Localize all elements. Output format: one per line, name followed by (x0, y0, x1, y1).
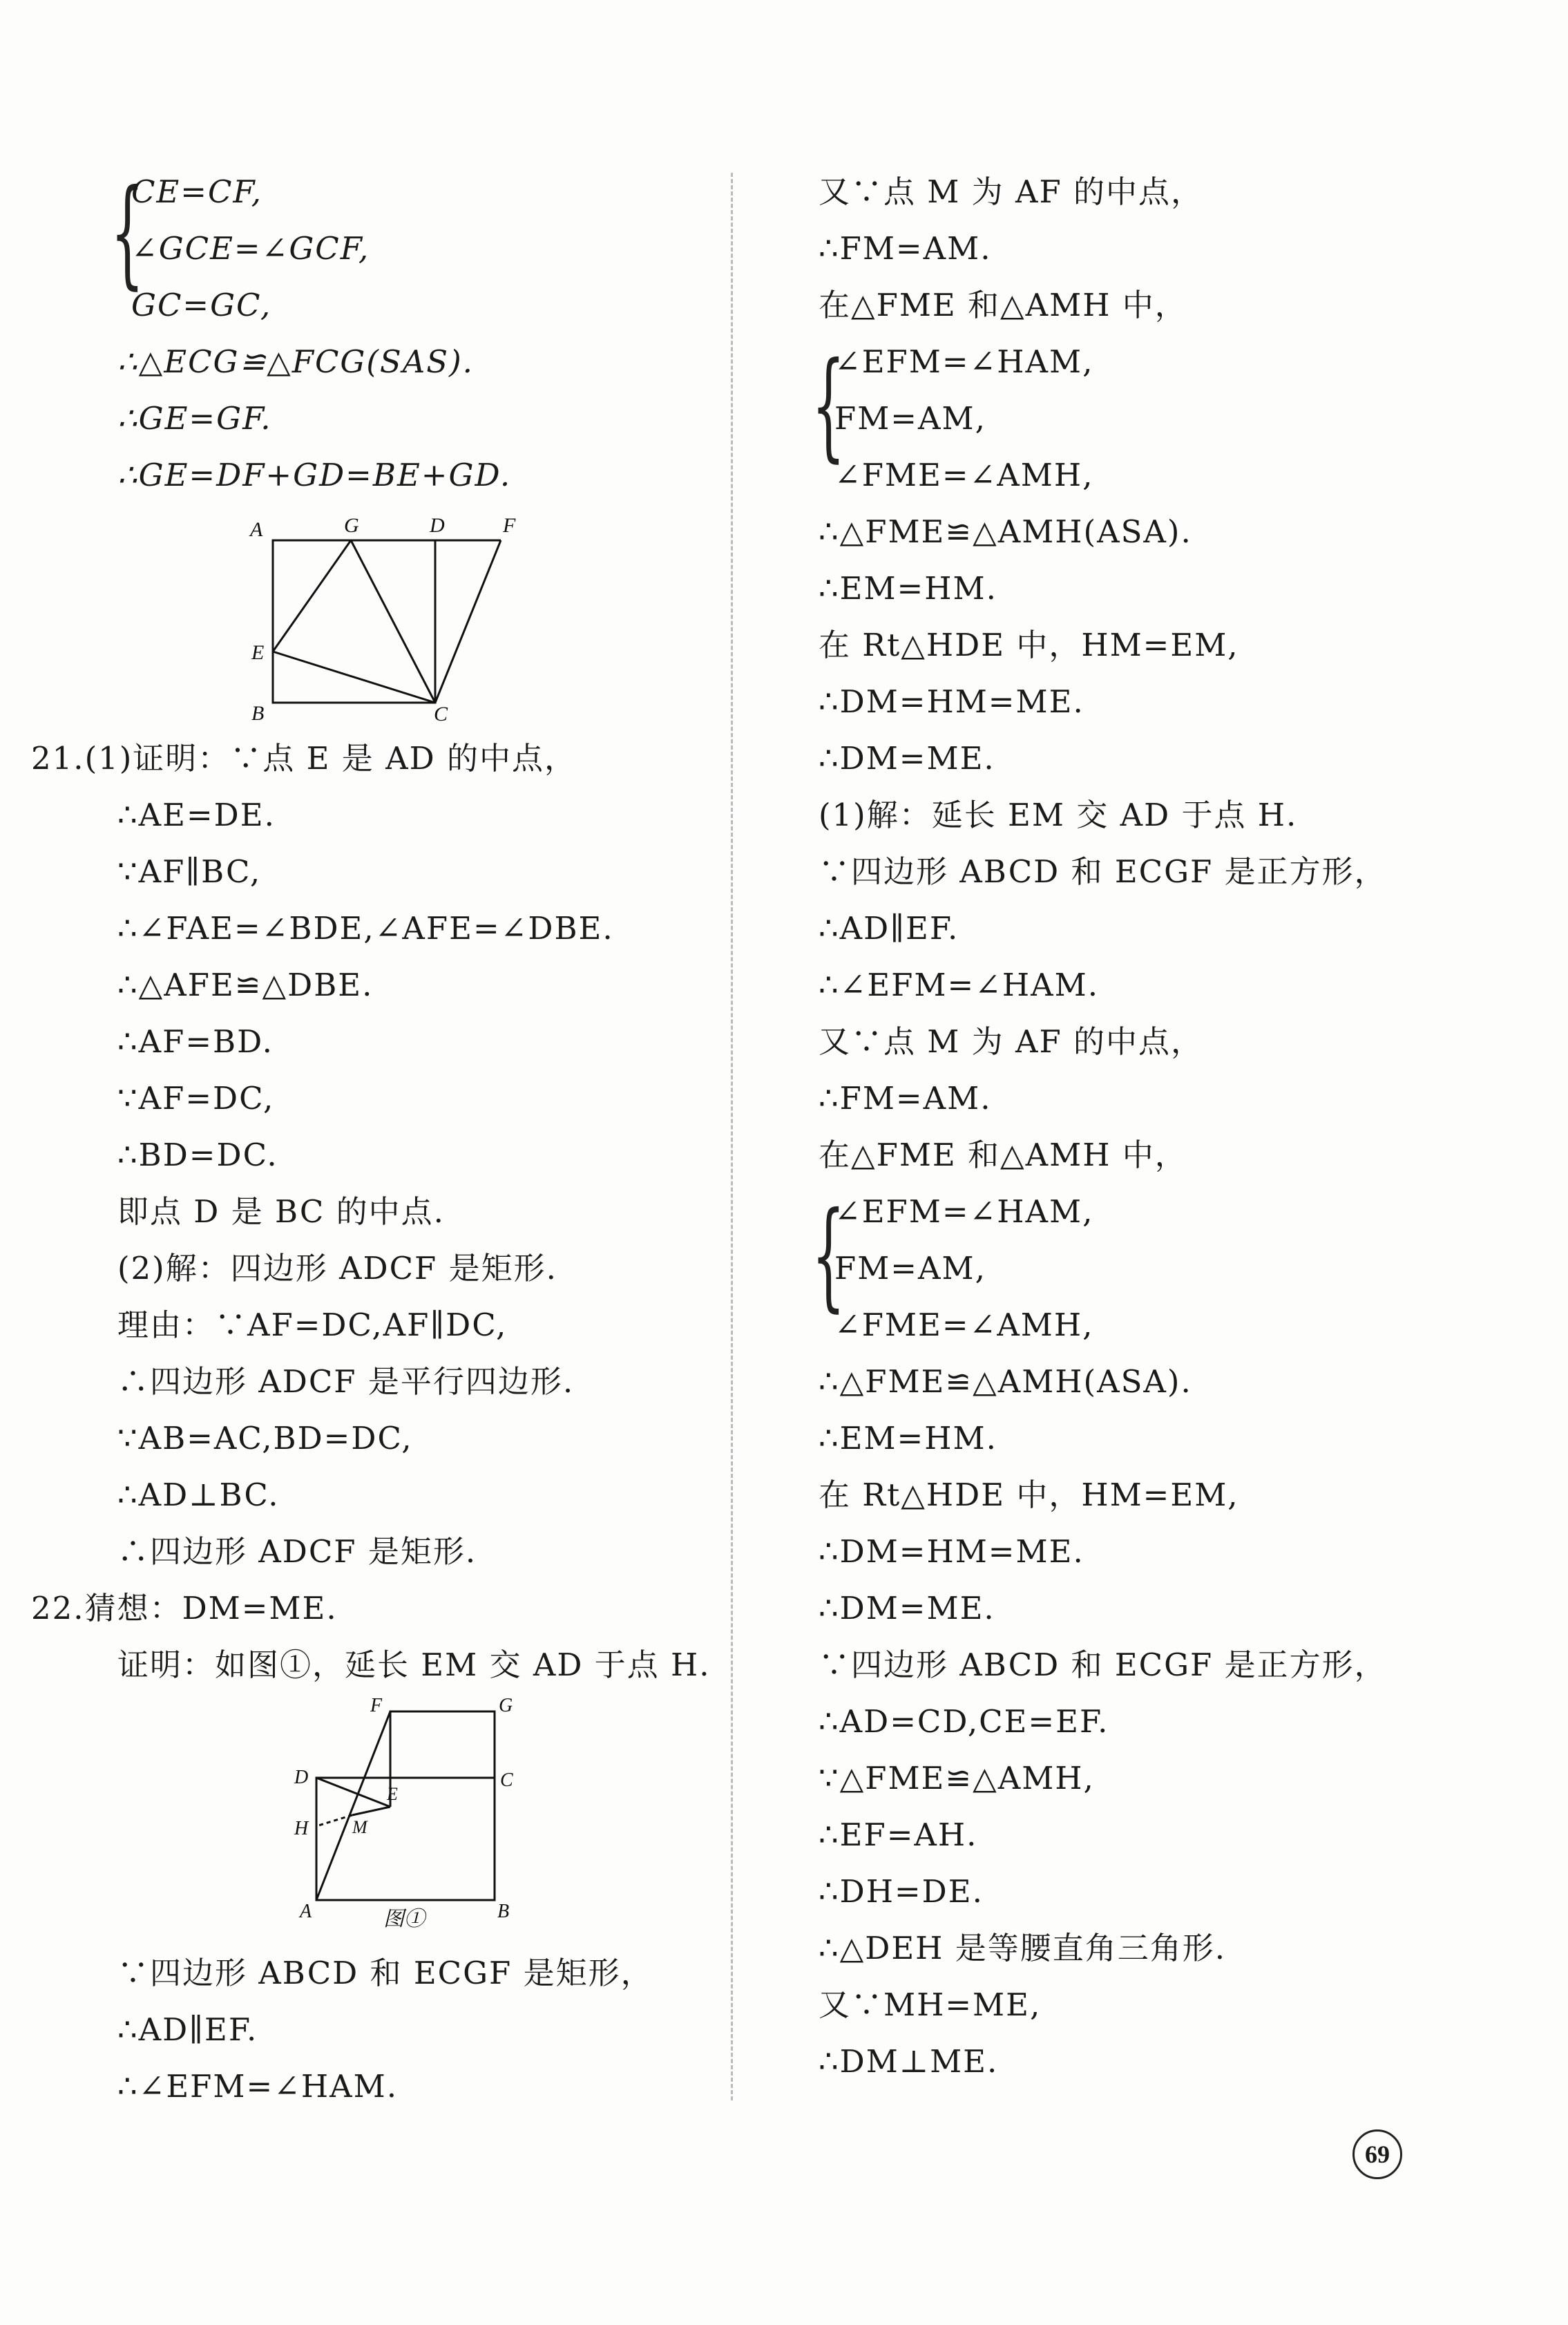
text-line: ∴GE=GF. (117, 400, 272, 437)
text-line: 证明：如图①，延长 EM 交 AD 于点 H. (117, 1647, 711, 1683)
text-line: ∴DM=HM=ME. (819, 683, 1084, 720)
text-line: ∴AD⊥BC. (117, 1477, 280, 1513)
figure-caption: 图① (383, 1908, 425, 1930)
text-line: 在 Rt△HDE 中，HM=EM, (819, 1477, 1239, 1513)
text-line: GC=GC, (131, 287, 272, 323)
text-line: ∵AF=DC, (117, 1080, 275, 1117)
text-line: ∵△FME≌△AMH, (819, 1760, 1095, 1796)
text-line: 又∵点 M 为 AF 的中点， (819, 1023, 1204, 1060)
system-brace: { (111, 164, 144, 301)
text-line: ∴AD∥EF. (819, 910, 959, 947)
text-line: 在 Rt△HDE 中，HM=EM, (819, 627, 1239, 663)
label-H: H (294, 1818, 309, 1839)
text-line: 22.猜想：DM=ME. (31, 1590, 338, 1626)
text-line: ∴AD∥EF. (117, 2011, 258, 2048)
text-line: ∴AF=BD. (117, 1023, 274, 1060)
text-line: ∴FM=AM. (819, 230, 992, 267)
label-E: E (251, 641, 265, 664)
text-line: CE=CF, (131, 173, 262, 210)
text-line: 在△FME 和△AMH 中， (819, 287, 1187, 323)
text-line: ∴∠EFM=∠HAM. (819, 967, 1100, 1003)
text-line: ∴△FME≌△AMH(ASA). (819, 1363, 1192, 1400)
page-number: 69 (1352, 2129, 1402, 2179)
text-line: ∴DM=ME. (819, 1590, 995, 1626)
text-line: ∴FM=AM. (819, 1080, 992, 1117)
label-G: G (344, 514, 359, 537)
text-line: ∴EF=AH. (819, 1816, 978, 1853)
text-line: ∴EM=HM. (819, 570, 997, 607)
text-line: ∠GCE=∠GCF, (131, 230, 370, 267)
label-E: E (387, 1784, 398, 1804)
text-line: ∴BD=DC. (117, 1137, 278, 1173)
text-line: ∴四边形 ADCF 是平行四边形. (117, 1363, 575, 1400)
text-line: ∴△ECG≌△FCG(SAS). (117, 343, 474, 380)
text-line: ∴四边形 ADCF 是矩形. (117, 1533, 477, 1570)
label-B: B (251, 702, 265, 725)
column-divider (731, 173, 733, 2100)
text-line: 又∵点 M 为 AF 的中点， (819, 173, 1204, 210)
text-line: ∵四边形 ABCD 和 ECGF 是正方形， (819, 1647, 1387, 1683)
label-C: C (434, 703, 448, 725)
rectangles-figure (290, 1696, 539, 1938)
text-line: ∠EFM=∠HAM, (834, 343, 1094, 380)
label-D: D (294, 1767, 309, 1788)
text-line: ∴AE=DE. (117, 797, 276, 833)
text-line: 理由：∵AF=DC,AF∥DC, (117, 1307, 508, 1343)
text-line: ∵AF∥BC, (117, 853, 262, 890)
text-line: (1)解：延长 EM 交 AD 于点 H. (819, 797, 1298, 833)
text-line: ∠EFM=∠HAM, (834, 1193, 1094, 1230)
text-line: ∵四边形 ABCD 和 ECGF 是矩形， (117, 1955, 653, 1991)
text-line: 21.(1)证明：∵点 E 是 AD 的中点， (31, 740, 577, 777)
text-line: ∴△FME≌△AMH(ASA). (819, 513, 1192, 550)
text-line: ∠FME=∠AMH, (834, 1307, 1094, 1343)
label-G: G (499, 1696, 513, 1716)
text-line: ∴DM=ME. (819, 740, 995, 777)
text-line: FM=AM, (834, 1250, 986, 1287)
text-line: ∴AD=CD,CE=EF. (819, 1703, 1109, 1740)
square-figure (249, 511, 539, 725)
text-line: ∴DM=HM=ME. (819, 1533, 1084, 1570)
text-line: ∴∠EFM=∠HAM. (117, 2068, 399, 2105)
label-F: F (503, 514, 516, 537)
label-D: D (430, 514, 445, 537)
text-line: ∴DH=DE. (819, 1873, 984, 1910)
label-M: M (352, 1817, 367, 1837)
label-B: B (497, 1901, 510, 1922)
text-line: 在△FME 和△AMH 中， (819, 1137, 1187, 1173)
system-brace: { (812, 1187, 845, 1324)
text-line: 即点 D 是 BC 的中点. (117, 1193, 445, 1230)
text-line: ∴∠FAE=∠BDE,∠AFE=∠DBE. (117, 910, 614, 947)
text-line: ∴△AFE≌△DBE. (117, 967, 374, 1003)
text-line: ∴DM⊥ME. (819, 2043, 999, 2080)
system-brace: { (812, 337, 845, 474)
label-F: F (370, 1696, 383, 1716)
text-line: ∴△DEH 是等腰直角三角形. (819, 1930, 1227, 1966)
label-A: A (300, 1901, 312, 1922)
text-line: FM=AM, (834, 400, 986, 437)
text-line: 又∵MH=ME, (819, 1986, 1042, 2023)
text-line: ∴EM=HM. (819, 1420, 997, 1456)
text-line: (2)解：四边形 ADCF 是矩形. (117, 1250, 557, 1287)
text-line: ∴GE=DF+GD=BE+GD. (117, 457, 512, 493)
label-C: C (500, 1769, 513, 1791)
text-line: ∵AB=AC,BD=DC, (117, 1420, 413, 1456)
text-line: ∵四边形 ABCD 和 ECGF 是正方形， (819, 853, 1387, 890)
text-line: ∠FME=∠AMH, (834, 457, 1094, 493)
label-A: A (250, 518, 263, 541)
